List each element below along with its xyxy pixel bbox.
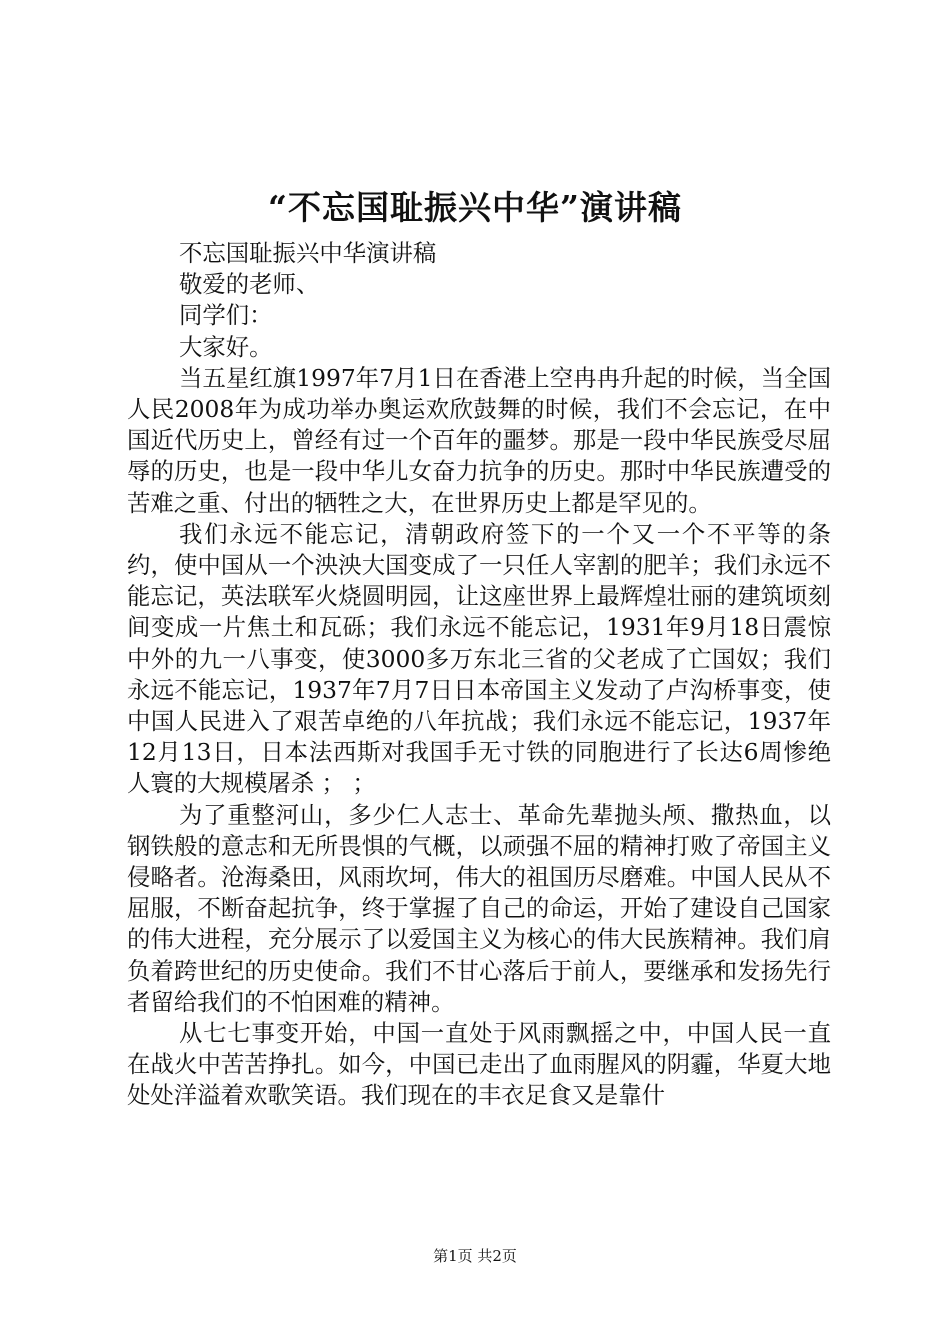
paragraph: 我们永远不能忘记，清朝政府签下的一个又一个不平等的条约，使中国从一个泱泱大国变成了一只任人宰割的肥羊；我们永远不能忘记，英法联军火烧圆明园，让这座世界上最辉煌壮丽的建筑顷刻间变成一片焦土和瓦砾；我们永远不能忘记，1931年9月18日震惊中外的九一八事变，使3000多万东北三省的父老成了亡国奴；我们永远不能忘记，1937年7月7日日本帝国主义发动了卢沟桥事变，使中国人民进入了艰苦卓绝的八年抗战；我们永远不能忘记，1937年12月13日，日本法西斯对我国手无寸铁的同胞进行了长达6周惨绝人寰的大规模屠杀 ； ； [127, 519, 831, 798]
salutation-line: 同学们： [179, 301, 273, 330]
paragraph: 为了重整河山，多少仁人志士、革命先辈抛头颅、撒热血，以钢铁般的意志和无所畏惧的气概，以顽强不屈的精神打败了帝国主义侵略者。沧海桑田，风雨坎坷，伟大的祖国历尽磨难。中国人民从不屈服，不断奋起抗争，终于掌握了自己的命运，开始了建设自己国家的伟大进程，充分展示了以爱国主义为核心的伟大民族精神。我们肩负着跨世纪的历史使命。我们不甘心落后于前人，要继承和发扬先行者留给我们的不怕困难的精神。 [127, 800, 831, 1016]
greeting-line: 大家好。 [179, 332, 273, 361]
salutation-line: 敬爱的老师、 [179, 270, 320, 299]
subtitle-line: 不忘国耻振兴中华演讲稿 [179, 239, 437, 267]
paragraph: 当五星红旗1997年7月1日在香港上空冉冉升起的时候，当全国人民2008年为成功举办奥运欢欣鼓舞的时候，我们不会忘记，在中国近代历史上，曾经有过一个百年的噩梦。那是一段中华民族受尽屈辱的历史，也是一段中华儿女奋力抗争的历史。那时中华民族遭受的苦难之重、付出的牺牲之大，在世界历史上都是罕见的。 [127, 363, 831, 517]
paragraph: 从七七事变开始，中国一直处于风雨飘摇之中，中国人民一直在战火中苦苦挣扎。如今，中国已走出了血雨腥风的阴霾，华夏大地处处洋溢着欢歌笑语。我们现在的丰衣足食又是靠什 [127, 1019, 831, 1110]
document-body [127, 238, 831, 1112]
document-title: “不忘国耻振兴中华”演讲稿 [268, 188, 682, 227]
page-footer: 第1页 共2页 [433, 1247, 517, 1265]
